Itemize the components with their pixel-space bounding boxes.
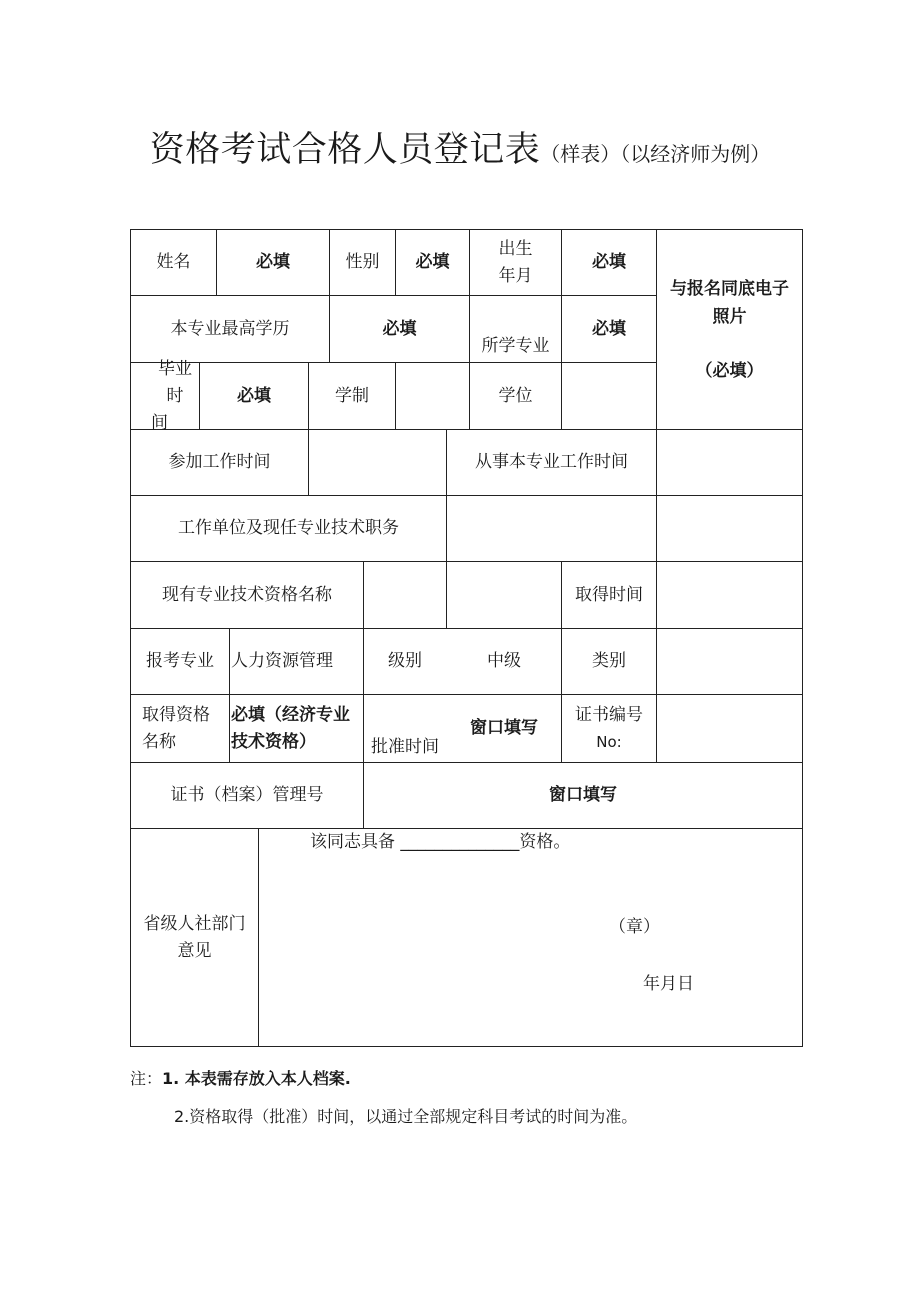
note-line-1 — [130, 1066, 351, 1089]
cert-no-label-line2: No: — [596, 732, 622, 751]
school-system-value[interactable] — [396, 363, 469, 429]
archive-no-value[interactable]: 窗口填写 — [549, 785, 617, 805]
degree-value[interactable] — [562, 363, 656, 429]
grad-time-value[interactable]: 必填 — [237, 385, 271, 406]
photo-cell[interactable] — [657, 230, 802, 429]
opinion-prefix: 该同志具备 — [310, 832, 395, 852]
note-prefix: 注： — [130, 1069, 163, 1088]
opinion-suffix: 资格。 — [519, 832, 571, 852]
obtained-time-value[interactable] — [657, 562, 802, 628]
opinion-label-line2: 意见 — [177, 940, 212, 961]
current-qual-value[interactable] — [364, 562, 561, 628]
date-text: 年月日 — [643, 974, 694, 994]
category-value[interactable] — [657, 629, 802, 694]
birth-label-line2: 年月 — [498, 265, 533, 286]
major-value[interactable]: 必填 — [592, 318, 626, 339]
photo-line1: 与报名同底电子 — [670, 278, 789, 299]
opinion-label-line1: 省级人社部门 — [143, 913, 246, 934]
obtained-qual-label — [131, 695, 229, 762]
obtained-qual-label-line2: 名称 — [142, 731, 176, 752]
note-1: 1. 本表需存放入本人档案. — [162, 1069, 351, 1088]
opinion-label — [131, 829, 258, 1046]
obtained-qual-value-line2: 技术资格） — [231, 731, 316, 752]
cert-no-label — [562, 695, 656, 762]
stamp-text: （章） — [609, 917, 660, 937]
birth-value[interactable]: 必填 — [592, 252, 626, 272]
level-label: 级别 — [388, 651, 422, 671]
gender-label: 性别 — [345, 252, 380, 272]
name-label: 姓名 — [156, 252, 191, 272]
grad-time-line1: 毕业时 — [158, 358, 192, 406]
opinion-statement — [310, 829, 570, 856]
current-qual-label: 现有专业技术资格名称 — [162, 584, 332, 605]
name-value[interactable]: 必填 — [256, 252, 290, 272]
opinion-content[interactable] — [259, 829, 802, 1046]
grad-time-line2: 间 — [151, 412, 168, 433]
approval-time-value[interactable]: 窗口填写 — [470, 718, 538, 738]
cert-no-value[interactable] — [657, 695, 802, 762]
work-start-value[interactable] — [309, 430, 446, 495]
degree-label: 学位 — [498, 385, 533, 406]
employer-title-label: 工作单位及现任专业技术职务 — [178, 518, 399, 538]
note-2: 2.资格取得（批准）时间，以通过全部规定科目考试的时间为准。 — [174, 1107, 638, 1126]
education-label: 本专业最高学历 — [170, 318, 290, 339]
birth-label — [470, 230, 561, 295]
form-title — [0, 122, 920, 172]
obtained-qual-value-line1: 必填（经济专业 — [231, 704, 350, 725]
approval-time-label: 批准时间 — [371, 737, 439, 757]
opinion-blank: ______________ — [400, 832, 520, 852]
photo-line3: （必填） — [695, 360, 764, 381]
birth-label-line1: 出生 — [498, 238, 533, 259]
exam-major-value[interactable]: 人力资源管理 — [231, 651, 333, 671]
obtained-qual-value[interactable] — [230, 695, 363, 762]
field-work-start-value[interactable] — [657, 430, 802, 495]
photo-line2: 照片 — [712, 306, 747, 327]
title-example: （以经济师为例） — [620, 142, 771, 166]
exam-major-label: 报考专业 — [146, 651, 214, 671]
title-main: 资格考试合格人员登记表 — [149, 130, 541, 170]
category-label: 类别 — [592, 651, 626, 671]
grad-time-label — [131, 358, 199, 433]
obtained-qual-label-line1: 取得资格 — [142, 704, 210, 725]
table-border-right — [802, 229, 803, 1047]
gender-value[interactable]: 必填 — [415, 252, 450, 272]
employer-title-value[interactable] — [447, 496, 656, 561]
field-work-start-label: 从事本专业工作时间 — [475, 452, 628, 472]
work-start-label: 参加工作时间 — [168, 452, 271, 472]
level-value[interactable]: 中级 — [487, 651, 521, 671]
obtained-time-label: 取得时间 — [575, 584, 643, 605]
major-label: 所学专业 — [481, 336, 550, 356]
cert-no-label-line1: 证书编号 — [575, 704, 643, 725]
education-value[interactable]: 必填 — [382, 318, 417, 339]
archive-no-label: 证书（档案）管理号 — [170, 785, 324, 805]
employer-extra-value[interactable] — [657, 496, 802, 561]
title-sample: （样表） — [540, 142, 621, 166]
school-system-label: 学制 — [335, 385, 369, 406]
table-border-bottom — [130, 1046, 803, 1047]
